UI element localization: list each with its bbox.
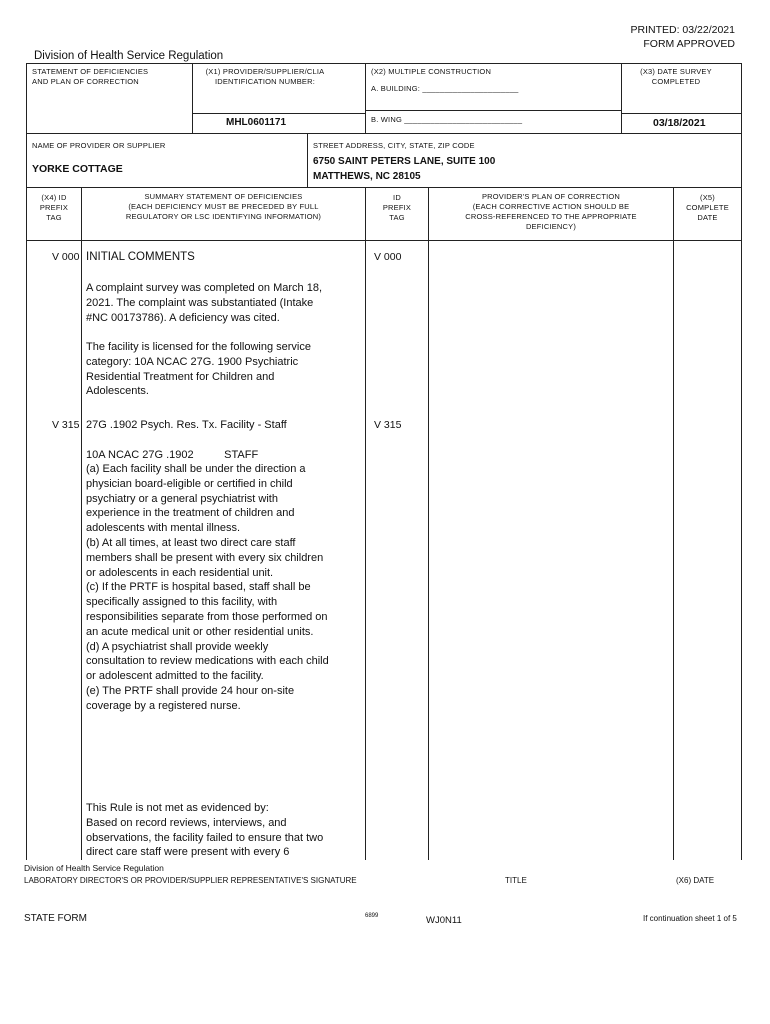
form-number: 6899 [365,913,379,919]
provider-name: YORKE COTTAGE [32,163,123,175]
signature-label: LABORATORY DIRECTOR'S OR PROVIDER/SUPPLIER REPRESENTATIVE'S SIGNATURE [24,876,357,885]
building-label: A. BUILDING: ______________________ [371,84,519,93]
division-title: Division of Health Service Regulation [34,50,224,62]
license-paragraph: The facility is licensed for the following service category: 10A NCAC 27G. 1900 Psychiatric Residential Treatment for Children and Adolescents. [86,341,311,398]
tag-v315-right: V 315 [374,419,402,431]
x5-header: (X5) COMPLETE DATE [686,193,729,222]
wing-label: B. WING ___________________________ [371,115,523,124]
x6-date-label: (X6) DATE [676,876,715,885]
x3-value: 03/18/2021 [653,117,706,129]
rule-title: 10A NCAC 27G .1902 STAFF [86,449,259,461]
rule-text: (a) Each facility shall be under the direction a physician board-eligible or certified in child psychiatry or a general psychiatrist with experience in the treatment of children and adolescents with mental illness. (b) At all times, at least two direct care staff members shall be present with every six children or adolescents in each residential unit. (c) If the PRTF is hospital based, staff shall be specifically assigned to this facility, with responsibilities separate from those performed on an acute medical unit or other residential units. (d) A psychiatrist shall provide weekly consultation to review medications with each child or adolescent admitted to the facility. (e) The PRTF shall provide 24 hour on-site coverage by a registered nurse. [86,463,329,712]
summary-header: SUMMARY STATEMENT OF DEFICIENCIES (EACH DEFICIENCY MUST BE PRECEDED BY FULL REGULATORY OR LSC IDENTIFYING INFORMATION) [125,192,322,221]
not-met-paragraph: This Rule is not met as evidenced by: Based on record reviews, interviews, and observations, the facility failed to ensure that two direct care staff were present with every 6 [86,802,324,859]
address-line1: 6750 SAINT PETERS LANE, SUITE 100 [313,156,496,167]
title-label: TITLE [505,876,527,885]
x1-value: MHL0601171 [226,117,287,128]
tag-v000-right: V 000 [374,251,402,263]
provider-name-label: NAME OF PROVIDER OR SUPPLIER [32,141,166,150]
x1-label: (X1) PROVIDER/SUPPLIER/CLIA IDENTIFICATION NUMBER: [205,67,325,86]
id-header: ID PREFIX TAG [382,193,412,222]
initial-comments-heading: INITIAL COMMENTS [86,251,195,263]
x4-header: (X4) ID PREFIX TAG [39,193,69,222]
address-line2: MATTHEWS, NC 28105 [313,171,421,182]
tag-v000: V 000 [52,251,80,263]
tag-v315: V 315 [52,419,80,431]
plan-header: PROVIDER'S PLAN OF CORRECTION (EACH CORRECTIVE ACTION SHOULD BE CROSS-REFERENCED TO THE APPROPRIATE DEFICIENCY) [465,192,637,231]
continuation-note: If continuation sheet 1 of 5 [643,914,737,923]
state-form-label: STATE FORM [24,913,87,924]
footer-division: Division of Health Service Regulation [24,863,164,873]
statement-label: STATEMENT OF DEFICIENCIES AND PLAN OF CORRECTION [32,67,149,86]
form-code: WJ0N11 [426,915,462,926]
x2-label: (X2) MULTIPLE CONSTRUCTION [371,67,492,76]
x3-label: (X3) DATE SURVEY COMPLETED [640,67,712,86]
form-approved: FORM APPROVED [643,38,735,50]
address-label: STREET ADDRESS, CITY, STATE, ZIP CODE [313,141,475,150]
complaint-paragraph: A complaint survey was completed on March 18, 2021. The complaint was substantiated (Intake #NC 00173786). A deficiency was cited. [86,282,323,324]
printed-date: PRINTED: 03/22/2021 [630,24,735,36]
staff-rule-heading: 27G .1902 Psych. Res. Tx. Facility - Staff [86,419,287,431]
